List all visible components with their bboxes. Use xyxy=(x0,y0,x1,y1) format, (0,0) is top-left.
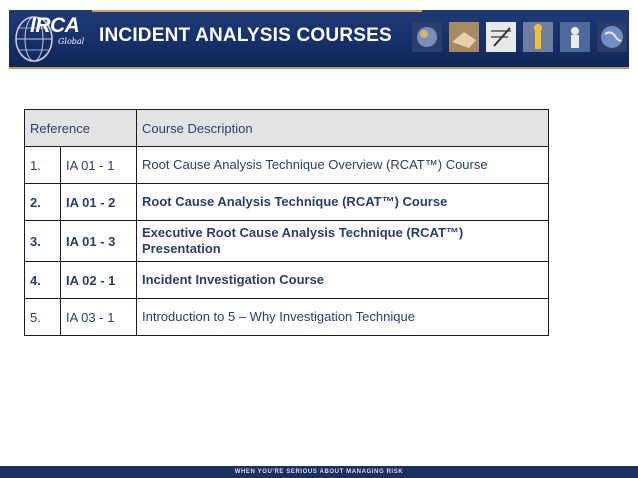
table-header-row xyxy=(25,110,549,147)
world-photo-icon xyxy=(597,22,627,52)
handshake-photo-icon xyxy=(449,22,479,52)
worker-photo-icon xyxy=(523,22,553,52)
row-reference: IA 01 - 2 xyxy=(61,184,137,221)
row-description: Executive Root Cause Analysis Technique (RCAT™) Presentation xyxy=(137,221,549,262)
document-photo-icon xyxy=(486,22,516,52)
banner-divider xyxy=(9,67,629,69)
row-reference: IA 03 - 1 xyxy=(61,299,137,336)
logo-text: IRCA xyxy=(30,14,80,37)
table-row xyxy=(25,262,549,299)
banner-accent-line xyxy=(92,10,422,12)
row-number: 2. xyxy=(25,184,61,221)
courses-table xyxy=(24,109,549,336)
row-description: Root Cause Analysis Technique Overview (RCAT™) Course xyxy=(137,147,549,184)
row-number: 5. xyxy=(25,299,61,336)
row-reference: IA 01 - 1 xyxy=(61,147,137,184)
row-number: 1. xyxy=(25,147,61,184)
table-row xyxy=(25,299,549,336)
table-row xyxy=(25,184,549,221)
row-number: 3. xyxy=(25,221,61,262)
header-course-description: Course Description xyxy=(137,110,549,147)
footer-tagline: WHEN YOU'RE SERIOUS ABOUT MANAGING RISK xyxy=(234,469,404,475)
table-row xyxy=(25,147,549,184)
row-reference: IA 02 - 1 xyxy=(61,262,137,299)
row-description: Root Cause Analysis Technique (RCAT™) Course xyxy=(137,184,549,221)
row-number: 4. xyxy=(25,262,61,299)
header-reference: Reference xyxy=(25,110,137,147)
page-title: INCIDENT ANALYSIS COURSES xyxy=(99,25,392,46)
globe-photo-icon xyxy=(412,22,442,52)
logo-subtext: Global xyxy=(58,37,85,46)
row-reference: IA 01 - 3 xyxy=(61,221,137,262)
row-description: Incident Investigation Course xyxy=(137,262,549,299)
row-description: Introduction to 5 – Why Investigation Technique xyxy=(137,299,549,336)
person-photo-icon xyxy=(560,22,590,52)
table-row xyxy=(25,221,549,262)
